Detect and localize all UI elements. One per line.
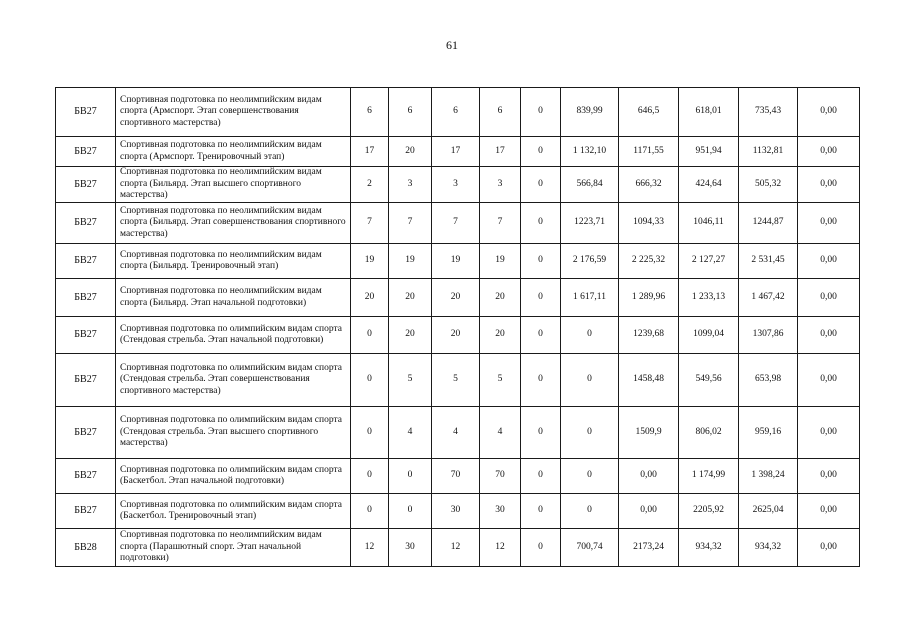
table-row — [56, 203, 860, 244]
row-description-cell: Спортивная подготовка по неолимпийским видам спорта (Бильярд. Этап совершенствования спортивного мастерства) — [116, 203, 351, 244]
row-value-cell: 0 — [521, 279, 561, 317]
table-row — [56, 407, 860, 459]
row-value-cell: 2 127,27 — [679, 244, 739, 279]
row-value-cell: 0 — [521, 244, 561, 279]
row-code-cell: БВ27 — [56, 317, 116, 354]
row-value-cell: 0 — [351, 494, 389, 529]
row-value-cell: 0,00 — [798, 203, 860, 244]
row-value-cell: 1458,48 — [619, 354, 679, 407]
row-value-cell: 20 — [432, 317, 480, 354]
row-value-cell: 5 — [389, 354, 432, 407]
row-value-cell: 7 — [432, 203, 480, 244]
row-value-cell: 1132,81 — [739, 137, 798, 167]
row-description-cell: Спортивная подготовка по олимпийским видам спорта (Баскетбол. Этап начальной подготовки) — [116, 459, 351, 494]
row-code-cell: БВ27 — [56, 167, 116, 203]
row-value-cell: 0,00 — [798, 317, 860, 354]
row-value-cell: 70 — [432, 459, 480, 494]
row-value-cell: 6 — [432, 88, 480, 137]
row-value-cell: 934,32 — [679, 529, 739, 567]
row-value-cell: 646,5 — [619, 88, 679, 137]
row-value-cell: 0,00 — [798, 459, 860, 494]
row-value-cell: 20 — [389, 137, 432, 167]
row-value-cell: 0 — [561, 459, 619, 494]
row-value-cell: 5 — [480, 354, 521, 407]
table-row — [56, 529, 860, 567]
row-value-cell: 19 — [480, 244, 521, 279]
table-row — [56, 354, 860, 407]
page-number: 61 — [446, 38, 458, 52]
row-value-cell: 20 — [389, 317, 432, 354]
row-value-cell: 0 — [351, 459, 389, 494]
row-code-cell: БВ28 — [56, 529, 116, 567]
row-value-cell: 0,00 — [798, 244, 860, 279]
row-value-cell: 4 — [480, 407, 521, 459]
row-value-cell: 951,94 — [679, 137, 739, 167]
row-value-cell: 12 — [351, 529, 389, 567]
row-value-cell: 0 — [521, 203, 561, 244]
row-value-cell: 6 — [351, 88, 389, 137]
row-code-cell: БВ27 — [56, 354, 116, 407]
row-value-cell: 17 — [480, 137, 521, 167]
row-value-cell: 0,00 — [798, 494, 860, 529]
table-row — [56, 137, 860, 167]
table-row — [56, 459, 860, 494]
row-description-cell: Спортивная подготовка по олимпийским видам спорта (Баскетбол. Тренировочный этап) — [116, 494, 351, 529]
row-value-cell: 0 — [561, 317, 619, 354]
row-description-cell: Спортивная подготовка по олимпийским видам спорта (Стендовая стрельба. Этап начальной подготовки) — [116, 317, 351, 354]
row-value-cell: 1307,86 — [739, 317, 798, 354]
row-value-cell: 4 — [389, 407, 432, 459]
row-value-cell: 0 — [521, 459, 561, 494]
row-value-cell: 0,00 — [798, 407, 860, 459]
row-value-cell: 839,99 — [561, 88, 619, 137]
row-value-cell: 1509,9 — [619, 407, 679, 459]
row-value-cell: 2 531,45 — [739, 244, 798, 279]
row-description-cell: Спортивная подготовка по олимпийским видам спорта (Стендовая стрельба. Этап высшего спортивного мастерства) — [116, 407, 351, 459]
row-value-cell: 19 — [389, 244, 432, 279]
row-code-cell: БВ27 — [56, 459, 116, 494]
table-body — [56, 88, 860, 567]
row-value-cell: 70 — [480, 459, 521, 494]
row-value-cell: 1 132,10 — [561, 137, 619, 167]
row-description-cell: Спортивная подготовка по неолимпийским видам спорта (Армспорт. Тренировочный этап) — [116, 137, 351, 167]
table-row — [56, 167, 860, 203]
row-value-cell: 20 — [351, 279, 389, 317]
row-value-cell: 566,84 — [561, 167, 619, 203]
row-value-cell: 1 398,24 — [739, 459, 798, 494]
row-value-cell: 1094,33 — [619, 203, 679, 244]
row-value-cell: 1 174,99 — [679, 459, 739, 494]
row-description-cell: Спортивная подготовка по неолимпийским видам спорта (Бильярд. Этап начальной подготовки) — [116, 279, 351, 317]
row-value-cell: 3 — [389, 167, 432, 203]
row-value-cell: 30 — [389, 529, 432, 567]
row-value-cell: 653,98 — [739, 354, 798, 407]
row-value-cell: 0,00 — [798, 354, 860, 407]
row-value-cell: 3 — [480, 167, 521, 203]
row-value-cell: 1171,55 — [619, 137, 679, 167]
row-code-cell: БВ27 — [56, 88, 116, 137]
row-value-cell: 1 467,42 — [739, 279, 798, 317]
row-value-cell: 20 — [480, 317, 521, 354]
row-value-cell: 666,32 — [619, 167, 679, 203]
row-value-cell: 2173,24 — [619, 529, 679, 567]
row-value-cell: 2 225,32 — [619, 244, 679, 279]
row-value-cell: 0,00 — [798, 529, 860, 567]
row-value-cell: 0 — [521, 137, 561, 167]
row-value-cell: 30 — [432, 494, 480, 529]
row-value-cell: 0 — [561, 354, 619, 407]
row-value-cell: 6 — [389, 88, 432, 137]
row-description-cell: Спортивная подготовка по неолимпийским видам спорта (Парашютный спорт. Этап начальной подготовки) — [116, 529, 351, 567]
row-value-cell: 20 — [480, 279, 521, 317]
row-value-cell: 0 — [521, 167, 561, 203]
row-value-cell: 0 — [389, 494, 432, 529]
row-value-cell: 6 — [480, 88, 521, 137]
row-value-cell: 2625,04 — [739, 494, 798, 529]
row-value-cell: 424,64 — [679, 167, 739, 203]
row-value-cell: 19 — [351, 244, 389, 279]
row-value-cell: 7 — [389, 203, 432, 244]
row-value-cell: 0,00 — [798, 137, 860, 167]
row-value-cell: 1244,87 — [739, 203, 798, 244]
row-value-cell: 0,00 — [619, 494, 679, 529]
row-value-cell: 0 — [351, 317, 389, 354]
row-value-cell: 20 — [432, 279, 480, 317]
row-value-cell: 1046,11 — [679, 203, 739, 244]
row-value-cell: 0 — [521, 407, 561, 459]
row-value-cell: 806,02 — [679, 407, 739, 459]
row-value-cell: 2 — [351, 167, 389, 203]
row-code-cell: БВ27 — [56, 137, 116, 167]
row-code-cell: БВ27 — [56, 494, 116, 529]
row-code-cell: БВ27 — [56, 279, 116, 317]
row-value-cell: 0 — [521, 529, 561, 567]
row-value-cell: 505,32 — [739, 167, 798, 203]
table-row — [56, 244, 860, 279]
row-description-cell: Спортивная подготовка по неолимпийским видам спорта (Армспорт. Этап совершенствования спортивного мастерства) — [116, 88, 351, 137]
row-value-cell: 19 — [432, 244, 480, 279]
row-value-cell: 2 176,59 — [561, 244, 619, 279]
row-value-cell: 0 — [351, 354, 389, 407]
row-value-cell: 934,32 — [739, 529, 798, 567]
table-row — [56, 279, 860, 317]
row-value-cell: 0,00 — [798, 167, 860, 203]
row-value-cell: 0 — [389, 459, 432, 494]
row-value-cell: 700,74 — [561, 529, 619, 567]
row-value-cell: 0 — [351, 407, 389, 459]
row-value-cell: 0 — [521, 354, 561, 407]
row-value-cell: 618,01 — [679, 88, 739, 137]
table-row — [56, 494, 860, 529]
row-value-cell: 1 289,96 — [619, 279, 679, 317]
row-value-cell: 735,43 — [739, 88, 798, 137]
data-table — [55, 87, 860, 567]
row-value-cell: 0 — [521, 88, 561, 137]
row-code-cell: БВ27 — [56, 203, 116, 244]
row-value-cell: 17 — [432, 137, 480, 167]
table-row — [56, 317, 860, 354]
row-code-cell: БВ27 — [56, 407, 116, 459]
row-value-cell: 0 — [561, 407, 619, 459]
row-value-cell: 0,00 — [619, 459, 679, 494]
row-value-cell: 1 617,11 — [561, 279, 619, 317]
row-value-cell: 1 233,13 — [679, 279, 739, 317]
row-value-cell: 7 — [480, 203, 521, 244]
row-description-cell: Спортивная подготовка по олимпийским видам спорта (Стендовая стрельба. Этап совершенствования спортивного мастерства) — [116, 354, 351, 407]
row-code-cell: БВ27 — [56, 244, 116, 279]
row-value-cell: 0,00 — [798, 279, 860, 317]
row-value-cell: 0,00 — [798, 88, 860, 137]
row-value-cell: 20 — [389, 279, 432, 317]
row-value-cell: 5 — [432, 354, 480, 407]
row-value-cell: 0 — [561, 494, 619, 529]
row-value-cell: 549,56 — [679, 354, 739, 407]
row-value-cell: 7 — [351, 203, 389, 244]
row-value-cell: 3 — [432, 167, 480, 203]
row-description-cell: Спортивная подготовка по неолимпийским видам спорта (Бильярд. Этап высшего спортивного мастерства) — [116, 167, 351, 203]
row-value-cell: 959,16 — [739, 407, 798, 459]
row-value-cell: 30 — [480, 494, 521, 529]
row-value-cell: 1239,68 — [619, 317, 679, 354]
row-value-cell: 4 — [432, 407, 480, 459]
row-value-cell: 2205,92 — [679, 494, 739, 529]
row-value-cell: 1099,04 — [679, 317, 739, 354]
row-description-cell: Спортивная подготовка по неолимпийским видам спорта (Бильярд. Тренировочный этап) — [116, 244, 351, 279]
row-value-cell: 0 — [521, 494, 561, 529]
row-value-cell: 12 — [480, 529, 521, 567]
table-row — [56, 88, 860, 137]
row-value-cell: 12 — [432, 529, 480, 567]
row-value-cell: 17 — [351, 137, 389, 167]
row-value-cell: 1223,71 — [561, 203, 619, 244]
row-value-cell: 0 — [521, 317, 561, 354]
